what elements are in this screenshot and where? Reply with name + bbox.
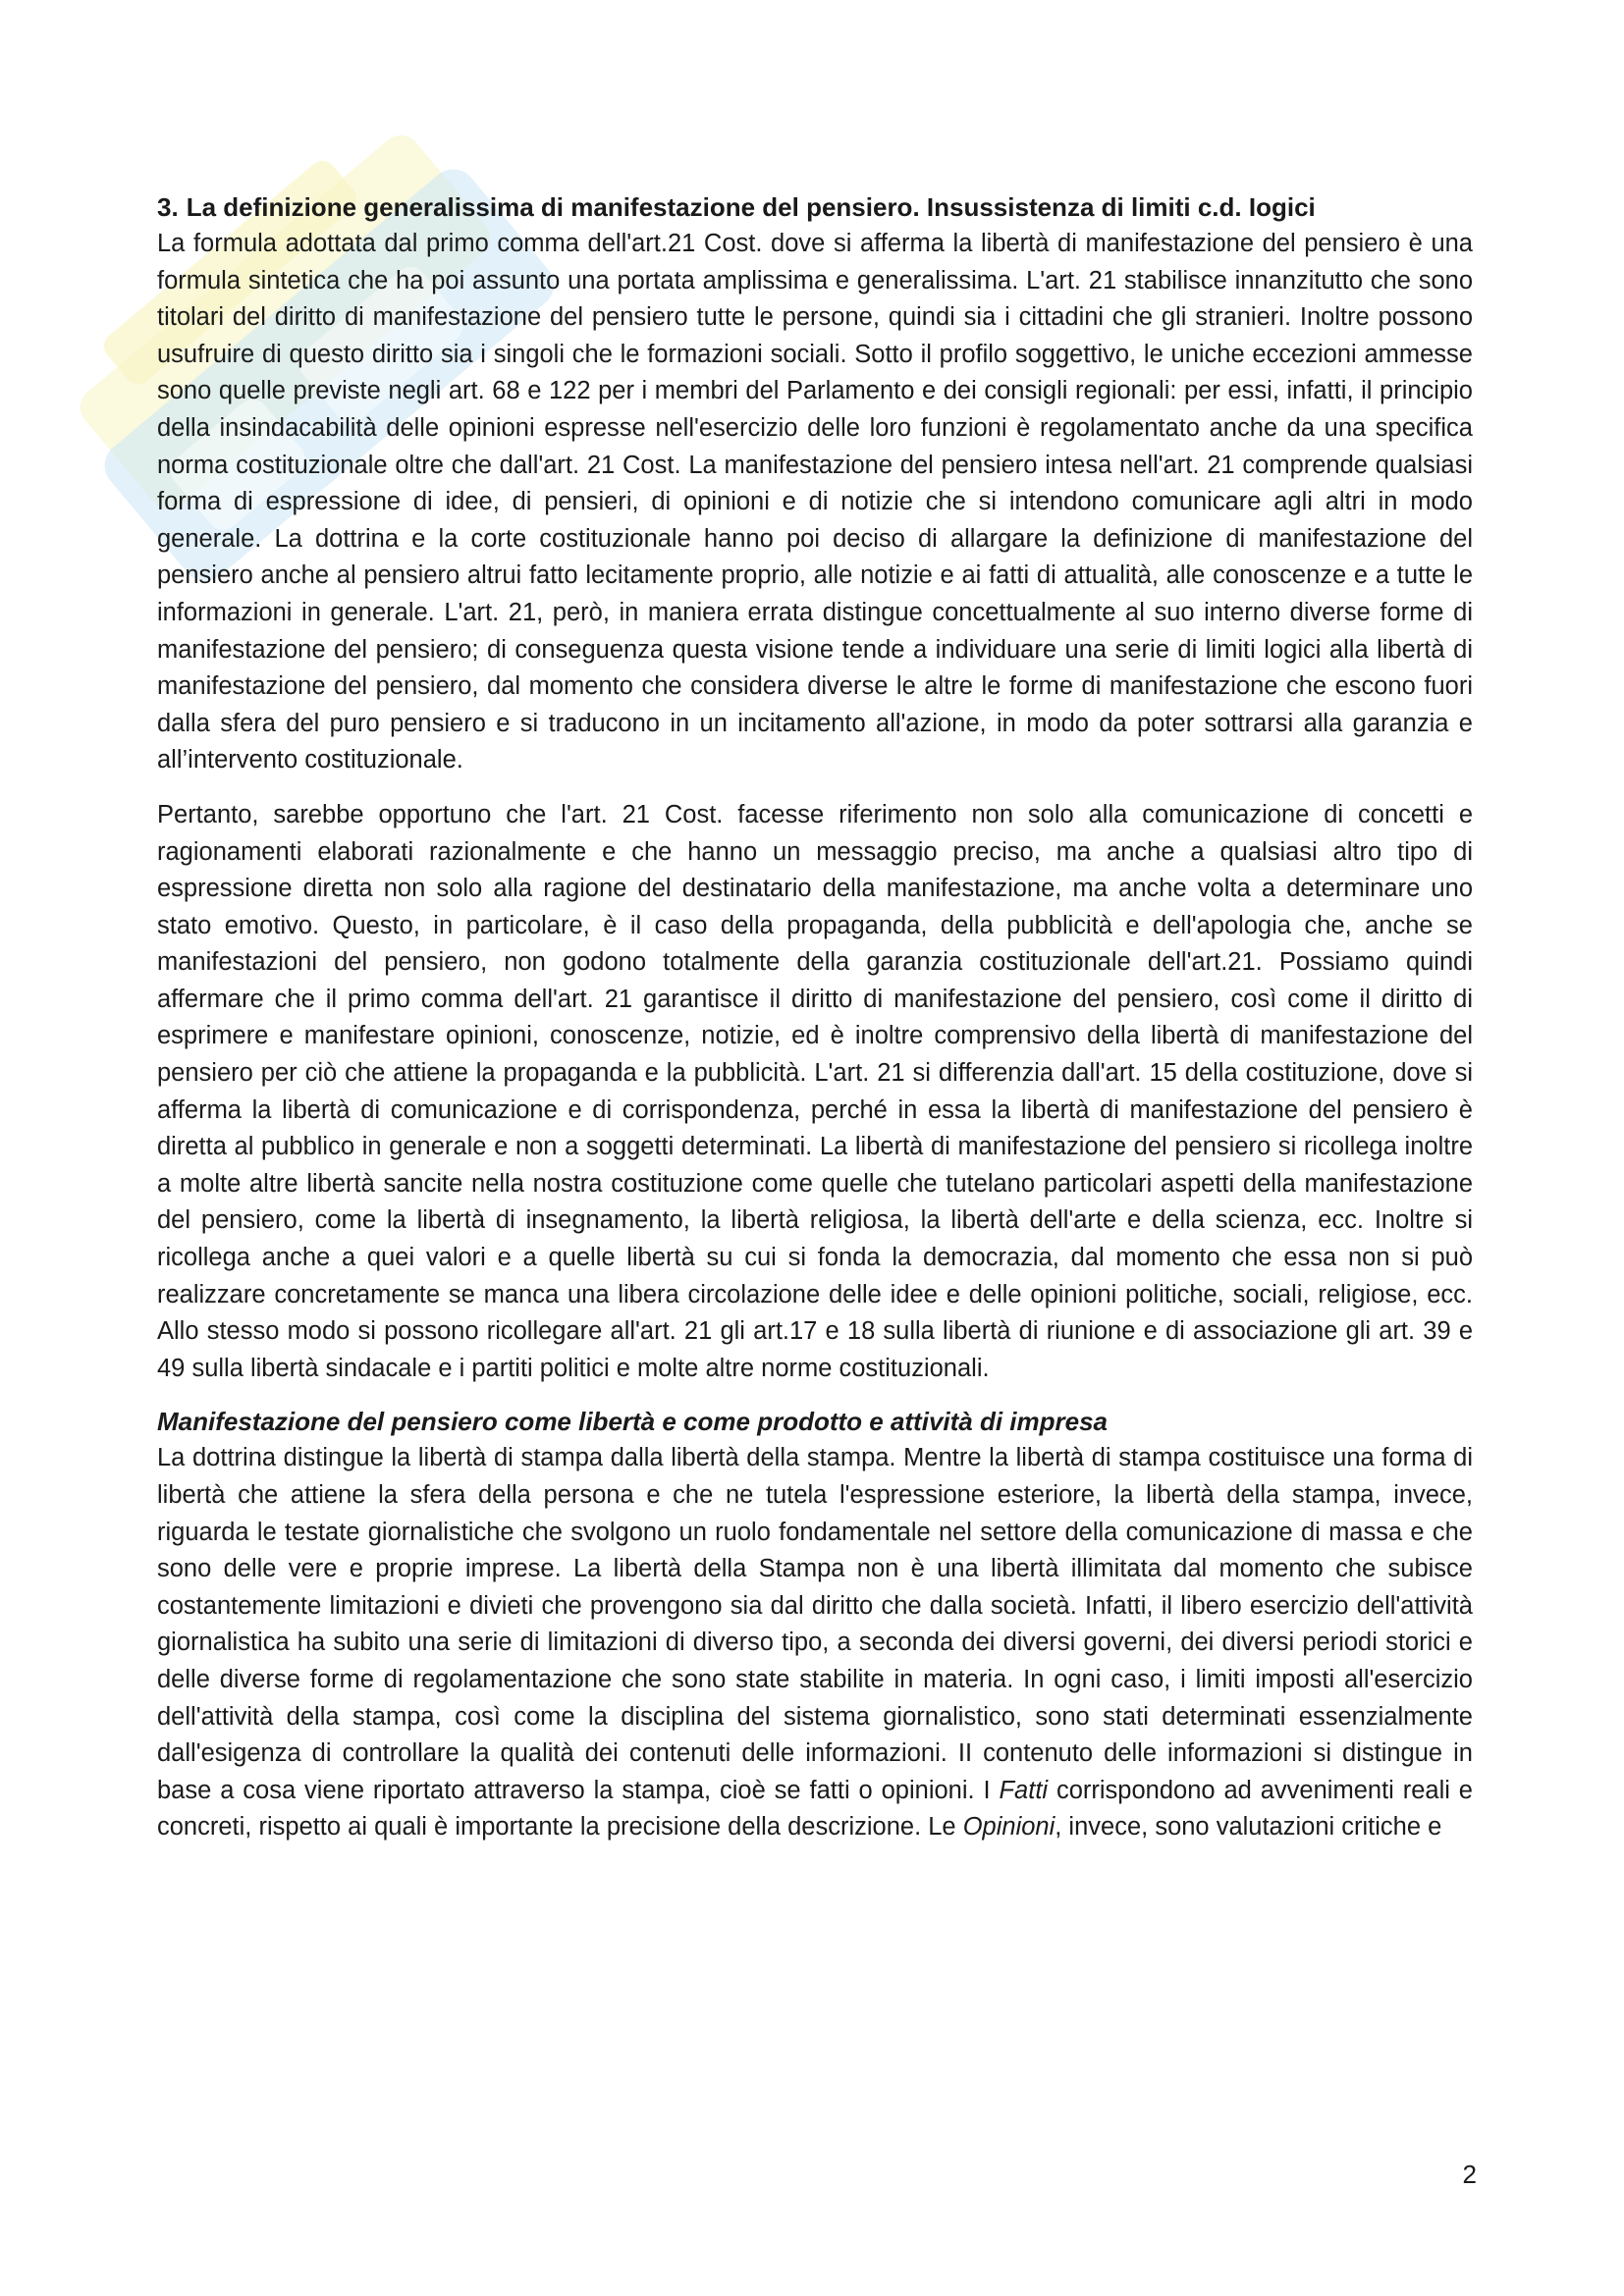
section-title: La definizione generalissima di manifestazione del pensiero. Insussistenza di limiti c.d. Iogici — [186, 192, 1316, 222]
document-page — [157, 188, 1473, 1846]
term-fatti: Fatti — [999, 1776, 1049, 1804]
section-heading — [157, 188, 1473, 226]
subsection-heading: Manifestazione del pensiero come libertà e come prodotto e attività di impresa — [157, 1407, 1109, 1437]
body-paragraph-2: Pertanto, sarebbe opportuno che l'art. 21 Cost. facesse riferimento non solo alla comunicazione di concetti e ragionamenti elaborati razionalmente e che hanno un messaggio preciso, ma anche a qualsiasi altro tipo di espressione diretta non solo alla ragione del destinatario della manifestazione, ma anche volta a determinare uno stato emotivo. Questo, in particolare, è il caso della propaganda, della pubblicità e dell'apologia che, anche se manifestazioni del pensiero, non godono totalmente della garanzia costituzionale dell'art.21. Possiamo quindi affermare che il primo comma dell'art. 21 garantisce il diritto di manifestazione del pensiero, così come il diritto di esprimere e manifestare opinioni, conoscenze, notizie, ed è inoltre comprensivo della libertà di manifestazione del pensiero per ciò che attiene la propaganda e la pubblicità. L'art. 21 si differenzia dall'art. 15 della costituzione, dove si afferma la libertà di comunicazione e di corrispondenza, perché in essa la libertà di manifestazione del pensiero è diretta al pubblico in generale e non a soggetti determinati. La libertà di manifestazione del pensiero si ricollega inoltre a molte altre libertà sancite nella nostra costituzione come quelle che tutelano particolari aspetti della manifestazione del pensiero, come la libertà di insegnamento, la libertà religiosa, la libertà dell'arte e della scienza, ecc. Inoltre si ricollega anche a quei valori e a quelle libertà su cui si fonda la democrazia, dal momento che essa non si può realizzare concretamente se manca una libera circolazione delle idee e delle opinioni politiche, sociali, religiose, ecc. Allo stesso modo si possono ricollegare all'art. 21 gli art.17 e 18 sulla libertà di riunione e di associazione gli art. 39 e 49 sulla libertà sindacale e i partiti politici e molte altre norme costituzionali. — [157, 800, 1473, 1382]
term-opinioni: Opinioni — [962, 1813, 1056, 1842]
paragraph-3-end: , invece, sono valutazioni critiche e — [1055, 1813, 1442, 1842]
section-number: 3. — [157, 192, 179, 222]
paragraph-3-middle: corrispondono ad avvenimenti reali e concreti, rispetto ai quali è importante la precisione della descrizione. Le — [157, 1776, 1473, 1842]
page-number: 2 — [1462, 2160, 1477, 2189]
body-paragraph-3 — [157, 1440, 1473, 1846]
paragraph-3-start: La dottrina distingue la libertà di stampa dalla libertà della stampa. Mentre la libertà di stampa costituisce una forma di libertà che attiene la sfera della persona e che ne tutela l'espressione esteriore, la libertà della stampa, invece, riguarda le testate giornalistiche che svolgono un ruolo fondamentale nel settore della comunicazione di massa e che sono delle vere e proprie imprese. La libertà della Stampa non è una libertà illimitata dal momento che subisce costantemente limitazioni e divieti che provengono sia dal diritto che dalla società. Infatti, il libero esercizio dell'attività giornalistica ha subito una serie di limitazioni di diverso tipo, a seconda dei diversi governi, dei diversi periodi storici e delle diverse forme di regolamentazione che sono state stabilite in materia. In ogni caso, i limiti imposti all'esercizio dell'attività della stampa, così come la disciplina del sistema giornalistico, sono stati determinati essenzialmente dall'esigenza di controllare la qualità dei contenuti delle informazioni. II contenuto delle informazioni si distingue in base a cosa viene riportato attraverso la stampa, cioè se fatti o opinioni. I — [157, 1444, 1473, 1804]
body-paragraph-1: La formula adottata dal primo comma dell'art.21 Cost. dove si afferma la libertà di manifestazione del pensiero è una formula sintetica che ha poi assunto una portata amplissima e generalissima. L'art. 21 stabilisce innanzitutto che sono titolari del diritto di manifestazione del pensiero tutte le persone, quindi sia i cittadini che gli stranieri. Inoltre possono usufruire di questo diritto sia i singoli che le formazioni sociali. Sotto il profilo soggettivo, le uniche eccezioni ammesse sono quelle previste negli art. 68 e 122 per i membri del Parlamento e dei consigli regionali: per essi, infatti, il principio della insindacabilità delle opinioni espresse nell'esercizio delle loro funzioni è regolamentato anche da una specifica norma costituzionale oltre che dall'art. 21 Cost. La manifestazione del pensiero intesa nell'art. 21 comprende qualsiasi forma di espressione di idee, di pensieri, di opinioni e di notizie che si intendono comunicare agli altri in modo generale. La dottrina e la corte costituzionale hanno poi deciso di allargare la definizione di manifestazione del pensiero anche al pensiero altrui fatto lecitamente proprio, alle notizie e ai fatti di attualità, alle conoscenze e a tutte le informazioni in generale. L'art. 21, però, in maniera errata distingue concettualmente al suo interno diverse forme di manifestazione del pensiero; di conseguenza questa visione tende a individuare una serie di limiti logici alla libertà di manifestazione del pensiero, dal momento che considera diverse le altre le forme di manifestazione che escono fuori dalla sfera del puro pensiero e si traducono in un incitamento all'azione, in modo da poter sottrarsi alla garanzia e all’intervento costituzionale. — [157, 230, 1473, 774]
